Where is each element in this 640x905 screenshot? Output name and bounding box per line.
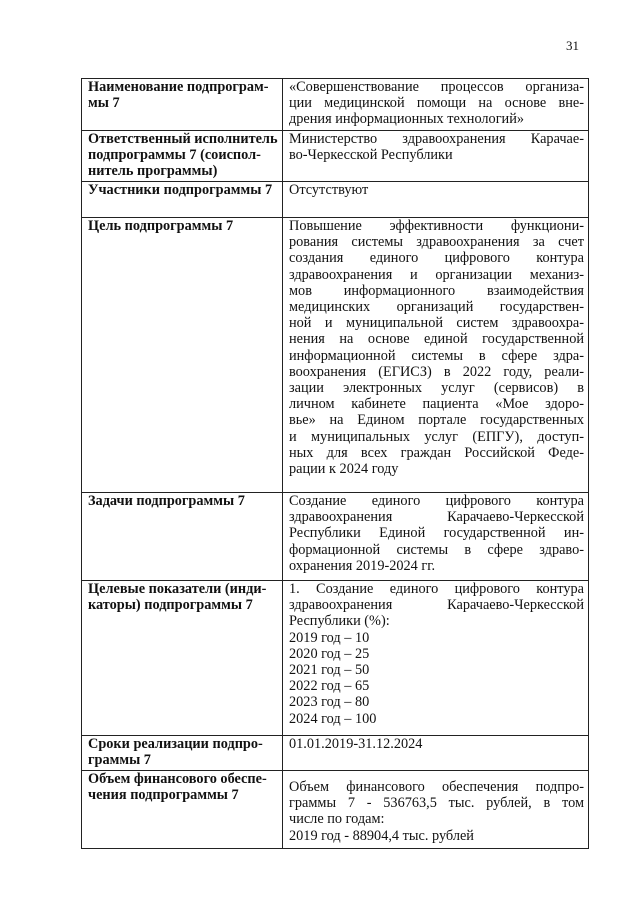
row-value [283, 771, 589, 849]
row-value [283, 79, 589, 131]
value-line: медицинских организаций государствен- [289, 299, 584, 316]
row-label [82, 581, 283, 736]
value-line: зации электронных услуг (сервисов) в [289, 380, 584, 397]
value-line: рации к 2024 году [289, 461, 399, 478]
label-line: Задачи подпрограммы 7 [88, 493, 245, 509]
value-line: 1. Создание единого цифрового контура [289, 581, 584, 597]
value-line: здравоохранения Карачаево-Черкесской [289, 509, 584, 526]
row-label [82, 131, 283, 182]
table-row [82, 493, 589, 581]
row-value [283, 493, 589, 581]
value-line: 01.01.2019-31.12.2024 [289, 736, 423, 752]
label-line: чения подпрограммы 7 [88, 787, 239, 804]
value-line: личном кабинете пациента «Мое здоро- [289, 396, 584, 413]
value-line: 2019 год – 10 [289, 629, 370, 646]
table-row [82, 736, 589, 771]
row-value [283, 736, 589, 771]
label-line: нитель программы) [88, 163, 218, 180]
value-line: Повышение эффективности функциони- [289, 218, 584, 234]
value-line: ной и муниципальной систем здравоохра- [289, 315, 584, 332]
value-line: здравоохранения Карачаево-Черкесской [289, 597, 584, 614]
row-label [82, 79, 283, 131]
value-line: нения на основе единой государственной [289, 331, 584, 348]
value-line: 2020 год – 25 [289, 645, 370, 662]
table-row [82, 771, 589, 849]
value-line: Создание единого цифрового контура [289, 493, 584, 509]
row-value [283, 218, 589, 493]
value-line: Республики Единой государственной ин- [289, 525, 584, 542]
row-label [82, 736, 283, 771]
row-value [283, 182, 589, 218]
label-line: Участники подпрограммы 7 [88, 182, 273, 198]
table-row [82, 581, 589, 736]
value-line: 2021 год – 50 [289, 662, 370, 679]
value-line: мов информационного взаимодействия [289, 282, 584, 299]
value-line: «Совершенствование процессов организа- [289, 79, 584, 95]
value-line: рования системы здравоохранения за счет [289, 234, 584, 251]
row-label [82, 771, 283, 849]
value-line: ции медицинской помощи на основе вне- [289, 95, 584, 112]
row-value [283, 581, 589, 736]
value-line: 2019 год - 88904,4 тыс. рублей [289, 827, 474, 844]
value-line: воохранения (ЕГИСЗ) в 2022 году, реали- [289, 363, 584, 380]
label-line: подпрограммы 7 (соиспол- [88, 147, 261, 164]
value-line: и муниципальных услуг (ЕПГУ), доступ- [289, 428, 584, 445]
page-number: 31 [566, 38, 579, 53]
value-line: вье» на Едином портале государственных [289, 412, 584, 429]
label-line: Сроки реализации подпро- [88, 736, 263, 752]
label-line: граммы 7 [88, 752, 151, 769]
value-line: Министерство здравоохранения Карачае- [289, 131, 584, 147]
value-line: 2022 год – 65 [289, 678, 370, 695]
value-line: граммы 7 - 536763,5 тыс. рублей, в том [289, 795, 584, 812]
value-line: здравоохранения и организации механиз- [289, 266, 584, 283]
label-line: Наименование подпрограм- [88, 79, 269, 95]
value-line: дрения информационных технологий» [289, 111, 525, 128]
value-line: Республики (%): [289, 613, 390, 630]
value-line: Отсутствуют [289, 182, 369, 198]
row-label [82, 218, 283, 493]
table-row [82, 131, 589, 182]
label-line: каторы) подпрограммы 7 [88, 597, 253, 614]
value-line: числе по годам: [289, 811, 385, 828]
row-value [283, 131, 589, 182]
table-row [82, 79, 589, 131]
value-line: ных для всех граждан Российской Феде- [289, 444, 584, 461]
label-line: Цель подпрограммы 7 [88, 218, 234, 234]
value-line: информационной системы в сфере здра- [289, 347, 584, 364]
value-line: охранения 2019-2024 гг. [289, 557, 436, 574]
table-row [82, 218, 589, 493]
value-line: Объем финансового обеспечения подпро- [289, 779, 584, 795]
value-line: формационной системы в сфере здраво- [289, 541, 584, 558]
label-line: мы 7 [88, 95, 120, 112]
label-line: Объем финансового обеспе- [88, 771, 267, 787]
table-row [82, 182, 589, 218]
row-label [82, 182, 283, 218]
value-line: 2024 год – 100 [289, 710, 377, 727]
subprogram-passport-table [81, 78, 589, 849]
value-line: 2023 год – 80 [289, 694, 370, 711]
value-line: создания единого цифрового контура [289, 250, 584, 267]
label-line: Ответственный исполнитель [88, 131, 278, 147]
value-line: во-Черкесской Республики [289, 147, 453, 164]
label-line: Целевые показатели (инди- [88, 581, 267, 597]
row-label [82, 493, 283, 581]
